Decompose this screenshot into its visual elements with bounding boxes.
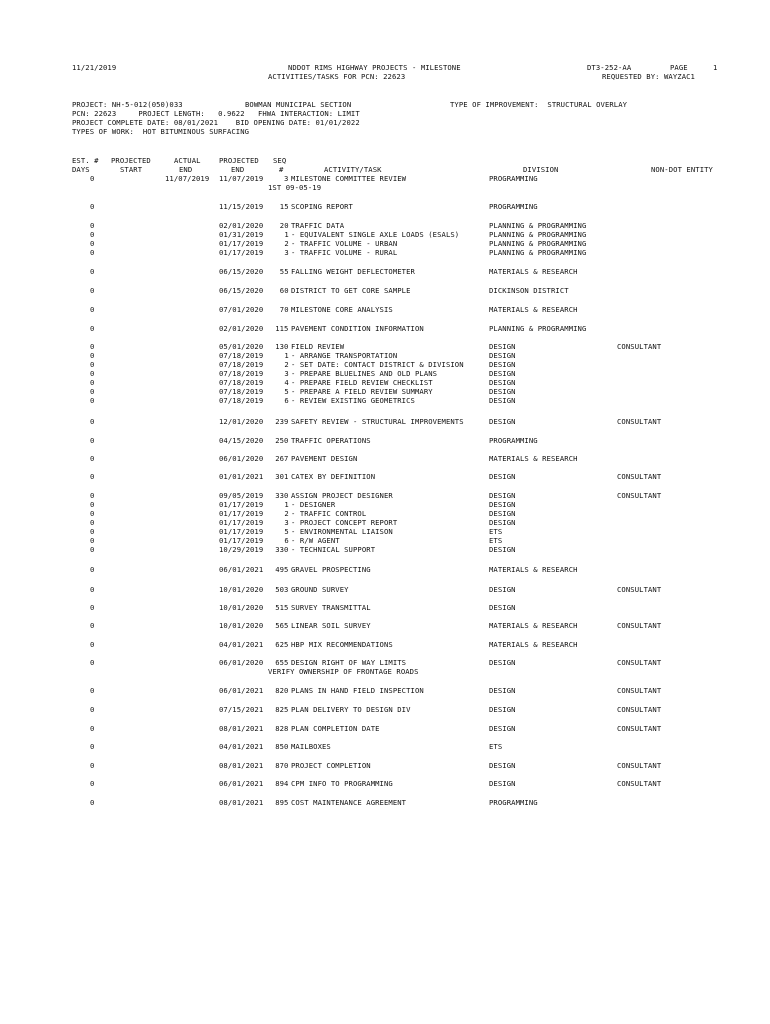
row-projected-end: 09/05/2019 <box>219 491 264 500</box>
row-projected-end: 07/18/2019 <box>219 387 264 396</box>
row-seq: 850 <box>275 742 289 751</box>
row-non-dot-entity: CONSULTANT <box>617 686 662 695</box>
row-division: DESIGN <box>489 351 516 360</box>
report-title: NDDOT RIMS HIGHWAY PROJECTS - MILESTONE <box>288 63 461 72</box>
row-seq: 301 <box>275 472 289 481</box>
row-projected-end: 01/01/2021 <box>219 472 264 481</box>
row-seq: 515 <box>275 603 289 612</box>
row-activity: GRAVEL PROSPECTING <box>291 565 371 574</box>
row-activity: - PROJECT CONCEPT REPORT <box>291 518 398 527</box>
row-projected-end: 11/07/2019 <box>219 174 264 183</box>
row-non-dot-entity: CONSULTANT <box>617 491 662 500</box>
row-projected-end: 05/01/2020 <box>219 342 264 351</box>
requested-by: REQUESTED BY: WAYZAC1 <box>602 72 695 81</box>
row-seq: 1 <box>284 351 289 360</box>
row-non-dot-entity: CONSULTANT <box>617 585 662 594</box>
row-projected-end: 11/15/2019 <box>219 202 264 211</box>
row-activity: CATEX BY DEFINITION <box>291 472 376 481</box>
row-division: DESIGN <box>489 491 516 500</box>
row-activity: - REVIEW EXISTING GEOMETRICS <box>291 396 415 405</box>
row-projected-end: 08/01/2021 <box>219 761 264 770</box>
types-of-work: TYPES OF WORK: HOT BITUMINOUS SURFACING <box>72 127 250 136</box>
row-projected-end: 07/18/2019 <box>219 396 264 405</box>
col-header-days: DAYS <box>72 165 90 174</box>
row-days: 0 <box>90 724 95 733</box>
row-seq: 5 <box>284 527 289 536</box>
row-division: DESIGN <box>489 585 516 594</box>
row-seq: 3 <box>284 518 289 527</box>
row-days: 0 <box>90 518 95 527</box>
row-division: DESIGN <box>489 545 516 554</box>
row-projected-end: 01/17/2019 <box>219 248 264 257</box>
row-non-dot-entity: CONSULTANT <box>617 705 662 714</box>
row-days: 0 <box>90 248 95 257</box>
row-days: 0 <box>90 305 95 314</box>
row-activity: DESIGN RIGHT OF WAY LIMITS <box>291 658 407 667</box>
row-seq: 895 <box>275 798 289 807</box>
row-projected-end: 10/01/2020 <box>219 585 264 594</box>
row-seq: 55 <box>279 267 289 276</box>
row-projected-end: 06/01/2020 <box>219 658 264 667</box>
row-days: 0 <box>90 267 95 276</box>
row-division: PLANNING & PROGRAMMING <box>489 230 587 239</box>
row-seq: 625 <box>275 640 289 649</box>
row-activity: SAFETY REVIEW - STRUCTURAL IMPROVEMENTS <box>291 417 464 426</box>
row-seq: 2 <box>284 360 289 369</box>
row-division: ETS <box>489 742 503 751</box>
row-days: 0 <box>90 742 95 751</box>
row-projected-end: 01/17/2019 <box>219 536 264 545</box>
row-days: 0 <box>90 545 95 554</box>
row-seq: 655 <box>275 658 289 667</box>
row-days: 0 <box>90 640 95 649</box>
row-days: 0 <box>90 174 95 183</box>
row-activity: - PREPARE FIELD REVIEW CHECKLIST <box>291 378 433 387</box>
row-activity: SURVEY TRANSMITTAL <box>291 603 371 612</box>
row-division: DESIGN <box>489 686 516 695</box>
row-days: 0 <box>90 472 95 481</box>
row-projected-end: 01/31/2019 <box>219 230 264 239</box>
row-days: 0 <box>90 565 95 574</box>
page-label: PAGE <box>670 63 688 72</box>
row-days: 0 <box>90 230 95 239</box>
row-non-dot-entity: CONSULTANT <box>617 472 662 481</box>
row-division: MATERIALS & RESEARCH <box>489 267 578 276</box>
row-days: 0 <box>90 585 95 594</box>
row-non-dot-entity: CONSULTANT <box>617 342 662 351</box>
col-header-seq: SEQ <box>273 156 287 165</box>
row-division: DESIGN <box>489 342 516 351</box>
row-seq: 15 <box>279 202 289 211</box>
row-days: 0 <box>90 621 95 630</box>
col-header-seq-number: # <box>279 165 284 174</box>
row-projected-end: 06/01/2021 <box>219 565 264 574</box>
col-header-est-days: EST. # <box>72 156 99 165</box>
row-activity: MILESTONE COMMITTEE REVIEW <box>291 174 407 183</box>
row-days: 0 <box>90 221 95 230</box>
type-of-improvement: TYPE OF IMPROVEMENT: STRUCTURAL OVERLAY <box>450 100 628 109</box>
row-activity: PLAN COMPLETION DATE <box>291 724 380 733</box>
row-non-dot-entity: CONSULTANT <box>617 779 662 788</box>
row-division: ETS <box>489 527 503 536</box>
row-days: 0 <box>90 454 95 463</box>
row-projected-end: 06/01/2021 <box>219 779 264 788</box>
row-days: 0 <box>90 342 95 351</box>
row-projected-end: 08/01/2021 <box>219 798 264 807</box>
col-header-division: DIVISION <box>523 165 559 174</box>
row-activity: TRAFFIC OPERATIONS <box>291 436 371 445</box>
row-seq: 894 <box>275 779 289 788</box>
row-days: 0 <box>90 396 95 405</box>
row-days: 0 <box>90 686 95 695</box>
row-division: DESIGN <box>489 705 516 714</box>
col-header-end-actual: END <box>179 165 193 174</box>
row-projected-end: 10/01/2020 <box>219 603 264 612</box>
row-days: 0 <box>90 527 95 536</box>
row-non-dot-entity: CONSULTANT <box>617 621 662 630</box>
row-activity: PAVEMENT DESIGN <box>291 454 358 463</box>
row-seq: 5 <box>284 387 289 396</box>
row-division: DESIGN <box>489 387 516 396</box>
row-activity: - PREPARE A FIELD REVIEW SUMMARY <box>291 387 433 396</box>
row-projected-end: 04/01/2021 <box>219 640 264 649</box>
row-division: DESIGN <box>489 500 516 509</box>
row-projected-end: 01/17/2019 <box>219 518 264 527</box>
row-activity: PROJECT COMPLETION <box>291 761 371 770</box>
row-non-dot-entity: CONSULTANT <box>617 417 662 426</box>
row-days: 0 <box>90 351 95 360</box>
row-seq: 3 <box>284 369 289 378</box>
row-division: DESIGN <box>489 658 516 667</box>
row-days: 0 <box>90 500 95 509</box>
row-days: 0 <box>90 378 95 387</box>
row-actual-end: 11/07/2019 <box>165 174 210 183</box>
row-non-dot-entity: CONSULTANT <box>617 761 662 770</box>
row-days: 0 <box>90 491 95 500</box>
row-seq: 503 <box>275 585 289 594</box>
row-days: 0 <box>90 779 95 788</box>
row-projected-end: 07/15/2021 <box>219 705 264 714</box>
row-days: 0 <box>90 509 95 518</box>
row-activity: PLAN DELIVERY TO DESIGN DIV <box>291 705 411 714</box>
row-seq: 330 <box>275 491 289 500</box>
row-seq: 20 <box>279 221 289 230</box>
row-activity: - TRAFFIC CONTROL <box>291 509 367 518</box>
row-projected-end: 07/18/2019 <box>219 378 264 387</box>
row-days: 0 <box>90 761 95 770</box>
row-seq: 2 <box>284 509 289 518</box>
row-activity: - SET DATE: CONTACT DISTRICT & DIVISION <box>291 360 464 369</box>
row-seq: 1 <box>284 500 289 509</box>
row-days: 0 <box>90 324 95 333</box>
col-header-start: START <box>120 165 143 174</box>
row-division: ETS <box>489 536 503 545</box>
row-projected-end: 06/01/2020 <box>219 454 264 463</box>
row-division: PLANNING & PROGRAMMING <box>489 324 587 333</box>
row-projected-end: 01/17/2019 <box>219 239 264 248</box>
row-activity: FIELD REVIEW <box>291 342 345 351</box>
row-days: 0 <box>90 286 95 295</box>
row-projected-end: 01/17/2019 <box>219 527 264 536</box>
row-activity: - DESIGNER <box>291 500 336 509</box>
row-activity: DISTRICT TO GET CORE SAMPLE <box>291 286 411 295</box>
row-projected-end: 08/01/2021 <box>219 724 264 733</box>
row-non-dot-entity: CONSULTANT <box>617 724 662 733</box>
row-division: PLANNING & PROGRAMMING <box>489 248 587 257</box>
row-activity: PAVEMENT CONDITION INFORMATION <box>291 324 424 333</box>
row-seq: 6 <box>284 536 289 545</box>
page-number: 1 <box>713 63 718 72</box>
row-activity: MAILBOXES <box>291 742 331 751</box>
row-projected-end: 06/15/2020 <box>219 267 264 276</box>
row-days: 0 <box>90 658 95 667</box>
project-pcn-line: PCN: 22623 PROJECT LENGTH: 0.9622 FHWA INTERACTION: LIMIT <box>72 109 360 118</box>
row-activity: - TRAFFIC VOLUME - URBAN <box>291 239 398 248</box>
row-projected-end: 07/18/2019 <box>219 360 264 369</box>
row-projected-end: 10/01/2020 <box>219 621 264 630</box>
row-days: 0 <box>90 705 95 714</box>
row-projected-end: 10/29/2019 <box>219 545 264 554</box>
row-division: DICKINSON DISTRICT <box>489 286 569 295</box>
row-seq: 130 <box>275 342 289 351</box>
row-division: DESIGN <box>489 378 516 387</box>
row-days: 0 <box>90 603 95 612</box>
row-projected-end: 02/01/2020 <box>219 221 264 230</box>
row-seq: 495 <box>275 565 289 574</box>
row-activity: MILESTONE CORE ANALYSIS <box>291 305 393 314</box>
row-division: DESIGN <box>489 509 516 518</box>
row-division: DESIGN <box>489 518 516 527</box>
row-activity-note: 1ST 09-05-19 <box>268 183 322 192</box>
row-division: PROGRAMMING <box>489 174 538 183</box>
col-header-non-dot-entity: NON-DOT ENTITY <box>651 165 713 174</box>
row-projected-end: 02/01/2020 <box>219 324 264 333</box>
row-seq: 870 <box>275 761 289 770</box>
row-seq: 267 <box>275 454 289 463</box>
row-projected-end: 06/01/2021 <box>219 686 264 695</box>
row-division: DESIGN <box>489 417 516 426</box>
row-activity: TRAFFIC DATA <box>291 221 345 230</box>
row-division: DESIGN <box>489 779 516 788</box>
row-activity: CPM INFO TO PROGRAMMING <box>291 779 393 788</box>
row-days: 0 <box>90 417 95 426</box>
row-seq: 820 <box>275 686 289 695</box>
row-days: 0 <box>90 369 95 378</box>
row-division: MATERIALS & RESEARCH <box>489 640 578 649</box>
row-days: 0 <box>90 202 95 211</box>
row-seq: 6 <box>284 396 289 405</box>
col-header-projected-end: PROJECTED <box>219 156 259 165</box>
row-seq: 70 <box>279 305 289 314</box>
row-seq: 3 <box>284 248 289 257</box>
row-activity: GROUND SURVEY <box>291 585 349 594</box>
row-projected-end: 01/17/2019 <box>219 500 264 509</box>
row-seq: 1 <box>284 230 289 239</box>
row-division: DESIGN <box>489 369 516 378</box>
row-seq: 828 <box>275 724 289 733</box>
row-division: PLANNING & PROGRAMMING <box>489 239 587 248</box>
row-projected-end: 07/01/2020 <box>219 305 264 314</box>
col-header-activity: ACTIVITY/TASK <box>324 165 382 174</box>
row-projected-end: 06/15/2020 <box>219 286 264 295</box>
row-activity-note: VERIFY OWNERSHIP OF FRONTAGE ROADS <box>268 667 419 676</box>
row-activity: - ARRANGE TRANSPORTATION <box>291 351 398 360</box>
row-projected-end: 01/17/2019 <box>219 509 264 518</box>
row-activity: ASSIGN PROJECT DESIGNER <box>291 491 393 500</box>
row-projected-end: 04/15/2020 <box>219 436 264 445</box>
row-division: PROGRAMMING <box>489 436 538 445</box>
col-header-projected-start: PROJECTED <box>111 156 151 165</box>
row-projected-end: 04/01/2021 <box>219 742 264 751</box>
project-name: BOWMAN MUNICIPAL SECTION <box>245 100 352 109</box>
report-date: 11/21/2019 <box>72 63 117 72</box>
row-activity: PLANS IN HAND FIELD INSPECTION <box>291 686 424 695</box>
row-days: 0 <box>90 387 95 396</box>
row-days: 0 <box>90 798 95 807</box>
row-division: MATERIALS & RESEARCH <box>489 565 578 574</box>
project-dates-line: PROJECT COMPLETE DATE: 08/01/2021 BID OPENING DATE: 01/01/2022 <box>72 118 360 127</box>
row-seq: 3 <box>284 174 289 183</box>
report-id: DT3-252-AA <box>587 63 632 72</box>
row-activity: - TRAFFIC VOLUME - RURAL <box>291 248 398 257</box>
row-seq: 4 <box>284 378 289 387</box>
row-projected-end: 12/01/2020 <box>219 417 264 426</box>
row-activity: - TECHNICAL SUPPORT <box>291 545 376 554</box>
row-days: 0 <box>90 436 95 445</box>
row-days: 0 <box>90 239 95 248</box>
row-activity: SCOPING REPORT <box>291 202 353 211</box>
row-division: DESIGN <box>489 724 516 733</box>
row-seq: 2 <box>284 239 289 248</box>
row-activity: FALLING WEIGHT DEFLECTOMETER <box>291 267 415 276</box>
row-division: PROGRAMMING <box>489 798 538 807</box>
row-days: 0 <box>90 536 95 545</box>
col-header-actual-end: ACTUAL <box>174 156 201 165</box>
row-activity: - R/W AGENT <box>291 536 340 545</box>
row-projected-end: 07/18/2019 <box>219 351 264 360</box>
report-subtitle: ACTIVITIES/TASKS FOR PCN: 22623 <box>268 72 406 81</box>
row-division: PROGRAMMING <box>489 202 538 211</box>
row-division: DESIGN <box>489 761 516 770</box>
row-division: DESIGN <box>489 472 516 481</box>
row-activity: - PREPARE BLUELINES AND OLD PLANS <box>291 369 438 378</box>
row-division: MATERIALS & RESEARCH <box>489 454 578 463</box>
row-activity: - EQUIVALENT SINGLE AXLE LOADS (ESALS) <box>291 230 460 239</box>
row-seq: 115 <box>275 324 289 333</box>
row-seq: 565 <box>275 621 289 630</box>
row-days: 0 <box>90 360 95 369</box>
row-activity: LINEAR SOIL SURVEY <box>291 621 371 630</box>
col-header-end-projected: END <box>231 165 245 174</box>
row-seq: 250 <box>275 436 289 445</box>
row-activity: COST MAINTENANCE AGREEMENT <box>291 798 407 807</box>
row-activity: HBP MIX RECOMMENDATIONS <box>291 640 393 649</box>
row-seq: 330 <box>275 545 289 554</box>
row-activity: - ENVIRONMENTAL LIAISON <box>291 527 393 536</box>
row-seq: 239 <box>275 417 289 426</box>
row-division: DESIGN <box>489 396 516 405</box>
row-division: PLANNING & PROGRAMMING <box>489 221 587 230</box>
project-number: PROJECT: NH-5-012(050)033 <box>72 100 183 109</box>
row-non-dot-entity: CONSULTANT <box>617 658 662 667</box>
row-projected-end: 07/18/2019 <box>219 369 264 378</box>
row-division: MATERIALS & RESEARCH <box>489 305 578 314</box>
row-division: DESIGN <box>489 360 516 369</box>
row-seq: 60 <box>279 286 289 295</box>
row-division: DESIGN <box>489 603 516 612</box>
row-seq: 825 <box>275 705 289 714</box>
row-division: MATERIALS & RESEARCH <box>489 621 578 630</box>
